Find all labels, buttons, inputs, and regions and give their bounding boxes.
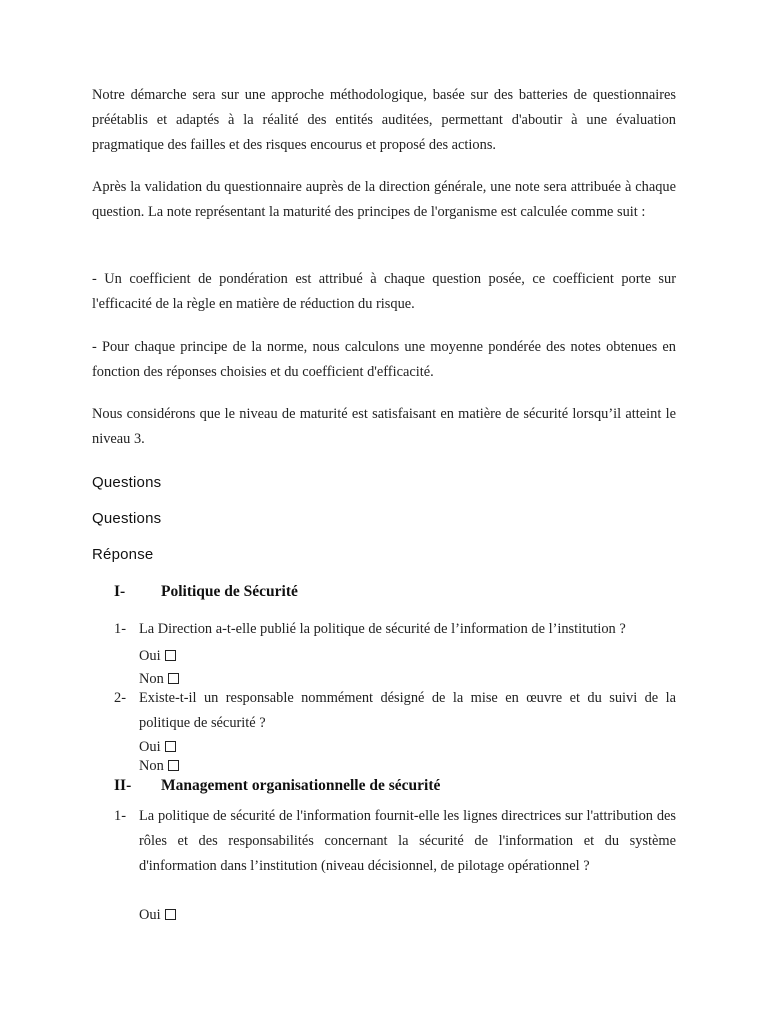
choice-label: Non	[139, 758, 164, 774]
choice-label: Non	[139, 671, 164, 687]
heading-reponse: Réponse	[92, 546, 154, 563]
question-text: Existe-t-il un responsable nommément désigné de la mise en œuvre et du suivi de la politique de sécurité ?	[139, 690, 676, 731]
question-text: La politique de sécurité de l'information fournit-elle les lignes directrices sur l'attribution des rôles et des responsabilités concernant la sécurité de l'information et du système d'information dans l’institution (niveau décisionnel, de pilotage opérationnel ?	[139, 808, 676, 874]
answer-yes-1-2[interactable]	[139, 738, 176, 756]
heading-questions-2: Questions	[92, 510, 162, 527]
intro-paragraph-1: Notre démarche sera sur une approche méthodologique, basée sur des batteries de questionnaires préétablis et adaptés à la réalité des entités auditées, permettant d'aboutir à une évaluation pragmatique des failles et des risques encourus et proposé des actions.	[92, 87, 676, 153]
intro-paragraph-2: Après la validation du questionnaire auprès de la direction générale, une note sera attribuée à chaque question. La note représentant la maturité des principes de l'organisme est calculée comme suit :	[92, 179, 676, 220]
checkbox[interactable]	[168, 760, 179, 771]
checkbox[interactable]	[168, 673, 179, 684]
checkbox[interactable]	[165, 909, 176, 920]
intro-paragraph-5: Nous considérons que le niveau de maturité est satisfaisant en matière de sécurité lorsqu’il atteint le niveau 3.	[92, 406, 676, 447]
question-number: 2-	[114, 690, 126, 706]
section-title: Politique de Sécurité	[161, 583, 298, 600]
answer-yes-2-1[interactable]	[139, 906, 176, 924]
answer-yes-1-1[interactable]	[139, 647, 176, 665]
choice-label: Oui	[139, 907, 161, 923]
intro-paragraph-3: - Un coefficient de pondération est attribué à chaque question posée, ce coefficient porte sur l'efficacité de la règle en matière de réduction du risque.	[92, 271, 676, 312]
choice-label: Oui	[139, 739, 161, 755]
answer-no-1-2[interactable]	[139, 757, 179, 775]
intro-paragraph-4: - Pour chaque principe de la norme, nous calculons une moyenne pondérée des notes obtenues en fonction des réponses choisies et du coefficient d'efficacité.	[92, 339, 676, 380]
question-number: 1-	[114, 621, 126, 637]
checkbox[interactable]	[165, 650, 176, 661]
heading-questions-1: Questions	[92, 474, 162, 491]
question-number: 1-	[114, 808, 126, 824]
choice-label: Oui	[139, 648, 161, 664]
question-text: La Direction a-t-elle publié la politique de sécurité de l’information de l’institution ?	[139, 621, 626, 637]
section-number: I-	[114, 583, 126, 600]
section-title: Management organisationnelle de sécurité	[161, 777, 441, 794]
checkbox[interactable]	[165, 741, 176, 752]
section-number: II-	[114, 777, 132, 794]
